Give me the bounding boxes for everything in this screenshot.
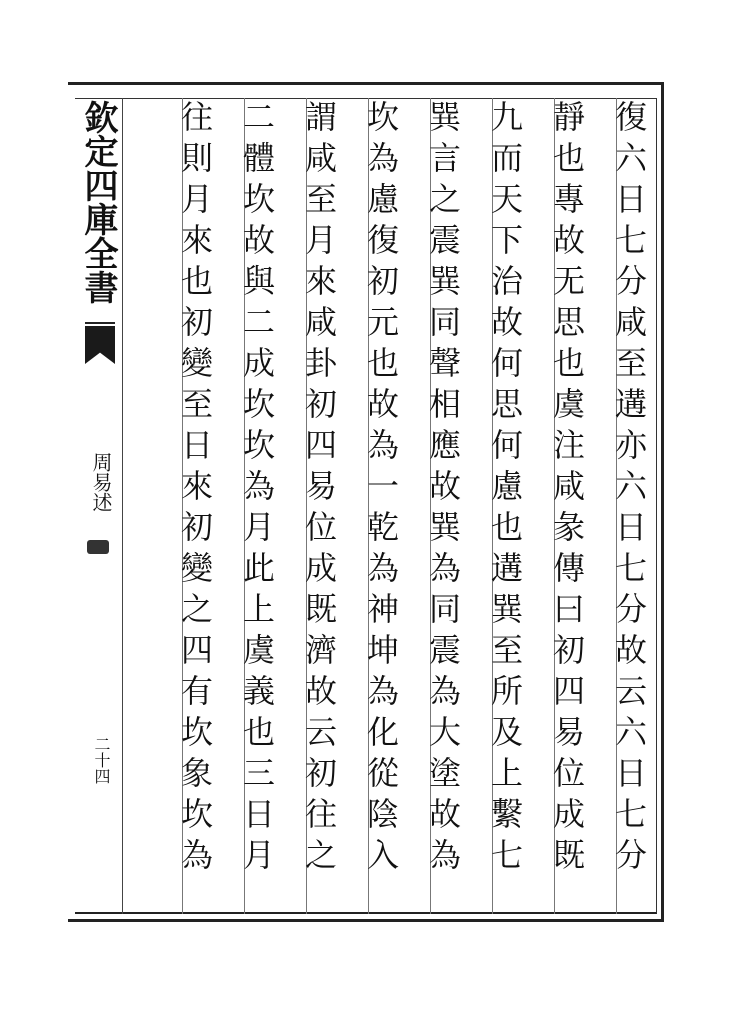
text-column-6: 謂咸至月來咸卦初四易位成既濟故云初往之: [300, 100, 338, 879]
text-column-3: 九而天下治故何思何慮也遘巽至所及上繫七: [486, 100, 524, 879]
book-title: 周易述: [89, 452, 113, 512]
text-column-2: 靜也專故无思也虞注咸彖傳曰初四易位成既: [548, 100, 586, 879]
text-column-8: 往則月來也初變至日來初變之四有坎象坎為: [176, 100, 214, 879]
fish-tail-rule: [85, 322, 115, 324]
text-column-1: 復六日七分咸至遘亦六日七分故云六日七分: [610, 100, 648, 879]
page-number: 二十四: [92, 736, 111, 784]
text-column-5: 坎為慮復初元也故為一乾為神坤為化從陰入: [362, 100, 400, 879]
text-column-4: 巽言之震巽同聲相應故巽為同震為大塗故為: [424, 100, 462, 879]
text-column-7: 二體坎故與二成坎坎為月此上虞義也三日月: [238, 100, 276, 879]
collection-title: 欽定四庫全書: [78, 100, 118, 304]
ink-mark: [87, 540, 109, 554]
